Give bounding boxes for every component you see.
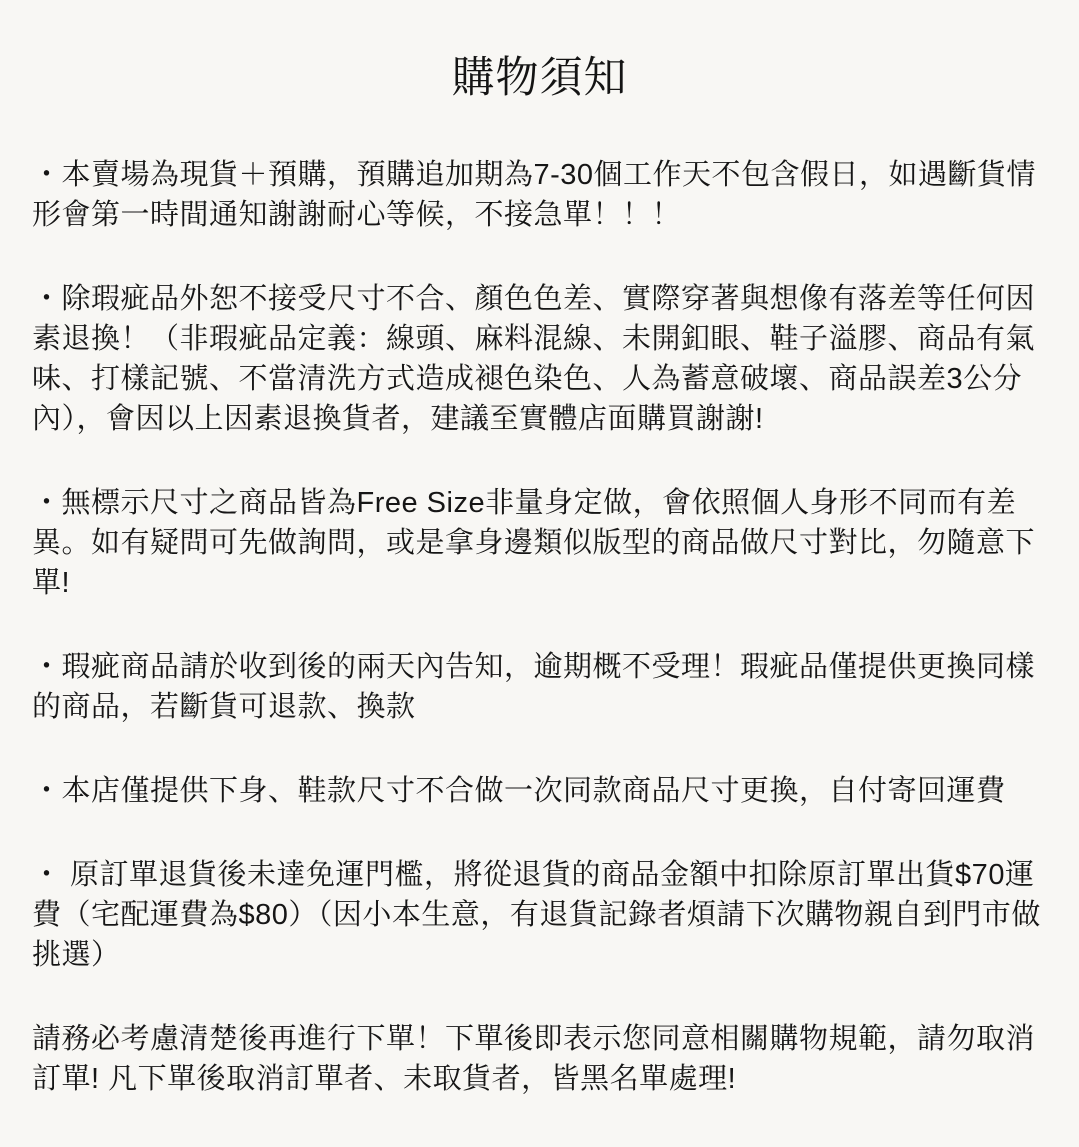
paragraph-preorder-policy: ・本賣場為現貨＋預購，預購追加期為7-30個工作天不包含假日，如遇斷貨情形會第一時間通知謝謝耐心等候，不接急單！！！ bbox=[32, 159, 1037, 231]
paragraph-free-size-policy: ・無標示尺寸之商品皆為Free Size非量身定做，會依照個人身形不同而有差異。如有疑問可先做詢問，或是拿身邊類似版型的商品做尺寸對比，勿隨意下單! bbox=[32, 487, 1036, 599]
page-title: 購物須知 bbox=[451, 54, 628, 102]
paragraph-defect-report-policy: ・瑕疵商品請於收到後的兩天內告知，逾期概不受理！瑕疵品僅提供更換同樣的商品，若斷貨可退款、換款 bbox=[32, 651, 1036, 723]
paragraph-size-exchange-policy: ・本店僅提供下身、鞋款尺寸不合做一次同款商品尺寸更換，自付寄回運費 bbox=[32, 775, 1006, 807]
paragraph-return-exchange-policy: ・除瑕疵品外恕不接受尺寸不合、顏色色差、實際穿著與想像有落差等任何因素退換！（非瑕疵品定義：線頭、麻料混線、未開釦眼、鞋子溢膠、商品有氣味、打樣記號、不當清洗方式造成褪色染色、人為蓄意破壞、商品誤差3公分內），會因以上因素退換貨者，建議至實體店面購買謝謝! bbox=[32, 283, 1036, 435]
paragraph-closing-warning: 請務必考慮清楚後再進行下單！下單後即表示您同意相關購物規範，請勿取消訂單! 凡下單後取消訂單者、未取貨者，皆黑名單處理! bbox=[32, 1023, 1036, 1095]
notice-body bbox=[32, 155, 1047, 1099]
paragraph-shipping-fee-deduction: ・ 原訂單退貨後未達免運門檻，將從退貨的商品金額中扣除原訂單出貨$70運費（宅配運費為$80）（因小本生意，有退貨記錄者煩請下次購物親自到門市做挑選） bbox=[32, 859, 1041, 971]
